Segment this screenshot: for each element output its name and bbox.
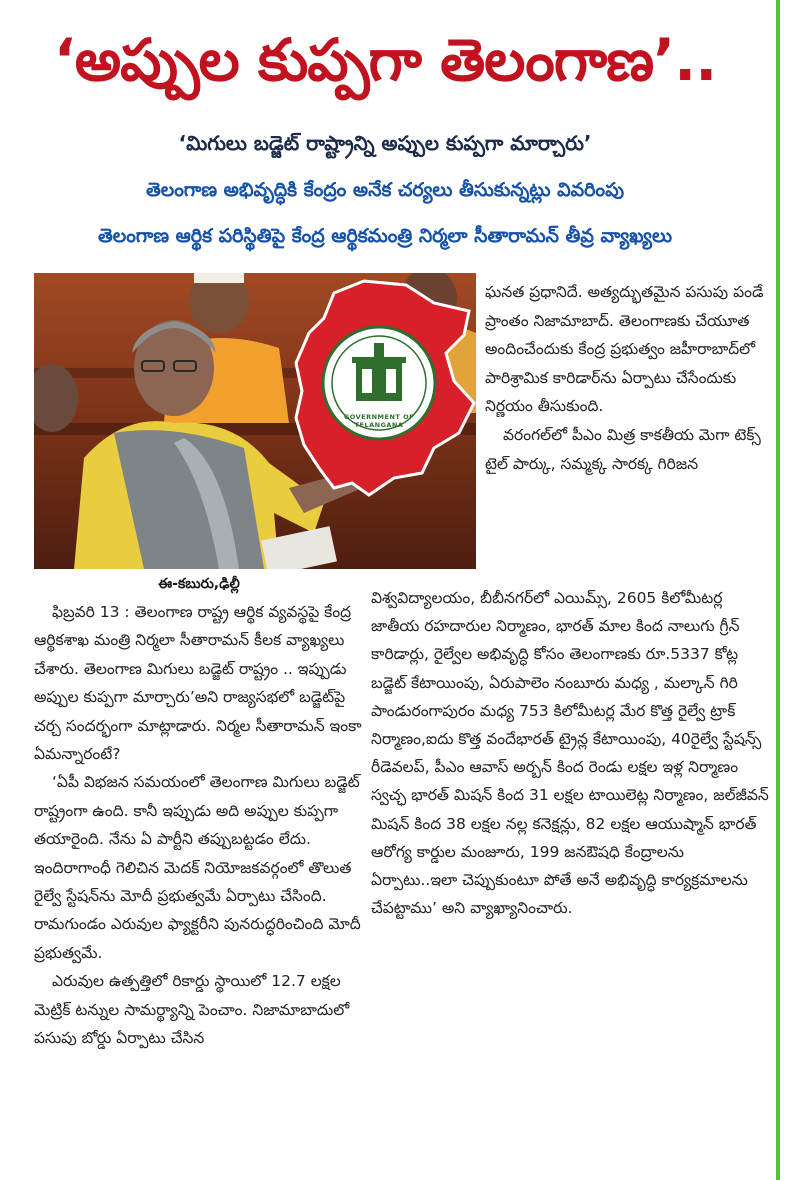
subhead-finance-minister: తెలంగాణ ఆర్థిక పరిస్థితిపై కేంద్ర ఆర్థికమంత్రి నిర్మలా సీతారామన్ తీవ్ర వ్యాఖ్యలు [97, 225, 673, 247]
subhead-quote: ‘మిగులు బడ్జెట్ రాష్ట్రాన్ని అప్పుల కుప్పగా మార్చారు’ [178, 131, 592, 155]
page-edge-rule [776, 0, 780, 1180]
news-photo [34, 273, 476, 569]
article-paragraph: వరంగల్‌లో పీఎం మిత్ర కాకతీయ మెగా టెక్స్ టైల్ పార్కు, సమ్మక్క సారక్క గిరిజన [485, 425, 761, 473]
article-column-lower-right: విశ్వవిద్యాలయం, బీబీనగర్‌లో ఎయిమ్స్, 2605 కిలోమీటర్ల జాతీయ రహదారుల నిర్మాణం, భారత్ మాల కింద నాలుగు గ్రీన్ కారిడార్లు, రైల్వేల అభివృద్ధి కోసం తెలంగాణకు రూ.5337 కోట్ల బడ్జెట్ కేటాయింపు, ఏరుపాలెం నంబూరు మధ్య , మల్కాన్ గిరి పాండురంగాపురం మధ్య 753 కిలోమీటర్ల మేర కొత్త రైల్వే ట్రాక్ నిర్మాణం,ఐదు కొత్త వందేభారత్ ట్రైన్ల కేటాయింపు, 40రైల్వే స్టేషన్స్ రీడెవలప్, పీఎం ఆవాస్ అర్బన్ కింద రెండు లక్షల ఇళ్ల నిర్మాణం స్వచ్ఛ భారత్ మిషన్ కింద 31 లక్షల టాయిలెట్ల నిర్మాణం, జల్‌జీవన్ మిషన్ కింద 38 లక్షల నల్ల కనెక్షన్లు, 82 లక్షల ఆయుష్మాన్ భారత్ ఆరోగ్య కార్డుల మంజూరు, 199 జనఔషధి కేంద్రాలను ఏర్పాటు..ఇలా చెప్పుకుంటూ పోతే అనే అభివృద్ధి కార్యక్రమాలను చేపట్టాము’ అని వ్యాఖ్యానించారు. [371, 589, 769, 918]
article-column-left [34, 598, 366, 1053]
article-paragraph: ఎరువుల ఉత్పత్తిలో రికార్డు స్థాయిలో 12.7 లక్షల మెట్రిక్ టన్నుల సామర్థ్యాన్ని పెంచాం. నిజామాబాదులో పసుపు బోర్డు ఏర్పాటు చేసిన [34, 972, 350, 1048]
subhead-development: తెలంగాణ అభివృద్ధికి కేంద్రం అనేక చర్యలు తీసుకున్నట్లు వివరింపు [145, 179, 625, 201]
emblem-text: GOVERNMENT OF TELANGANA [343, 413, 415, 429]
article-paragraph: ఘనత ప్రధానిదే. అత్యద్భుతమైన పసుపు పండే ప్రాంతం నిజామాబాద్. తెలంగాణకు చేయూత అందించేందుకు కేంద్ర ప్రభుత్వం జహీరాబాద్‌లో పారిశ్రామిక కారిడార్‌ను ఏర్పాటు చేసేందుకు నిర్ణయం తీసుకుంది. [485, 283, 764, 416]
article-paragraph: ‘ఏపీ విభజన సమయంలో తెలంగాణ మిగులు బడ్జెట్ రాష్ట్రంగా ఉంది. కానీ ఇప్పుడు అది అప్పుల కుప్పగా తయారైంది. నేను ఏ పార్టీని తప్పుబట్టడం లేదు. ఇందిరాగాంధీ గెలిచిన మెదక్ నియోజకవర్గంలో తొలుత రైల్వే స్టేషన్‌ను మోదీ ప్రభుత్వమే ఏర్పాటు చేసింది. రామగుండం ఎరువుల ఫ్యాక్టరీని పునరుద్ధరించింది మోదీ ప్రభుత్వమే. [34, 773, 361, 962]
article-column-right [485, 278, 770, 478]
dateline: ఈ-కబురు,ఢిల్లీ [158, 576, 240, 592]
headline: ‘అప్పుల కుప్పగా తెలంగాణ’.. [53, 26, 717, 94]
article-paragraph: ఫిబ్రవరి 13 : తెలంగాణ రాష్ట్ర ఆర్థిక వ్యవస్థపై కేంద్ర ఆర్థికశాఖ మంత్రి నిర్మలా సీతారామన్ కీలక వ్యాఖ్యలు చేశారు. తెలంగాణ మిగులు బడ్జెట్ రాష్ట్రం .. ఇప్పుడు అప్పుల కుప్పగా మార్చారు’అని రాజ్యసభలో బడ్జెట్‌పై చర్చ సందర్భంగా మాట్లాడారు. నిర్మల సీతారామన్ ఇంకా ఏమన్నారంటే? [34, 603, 362, 764]
